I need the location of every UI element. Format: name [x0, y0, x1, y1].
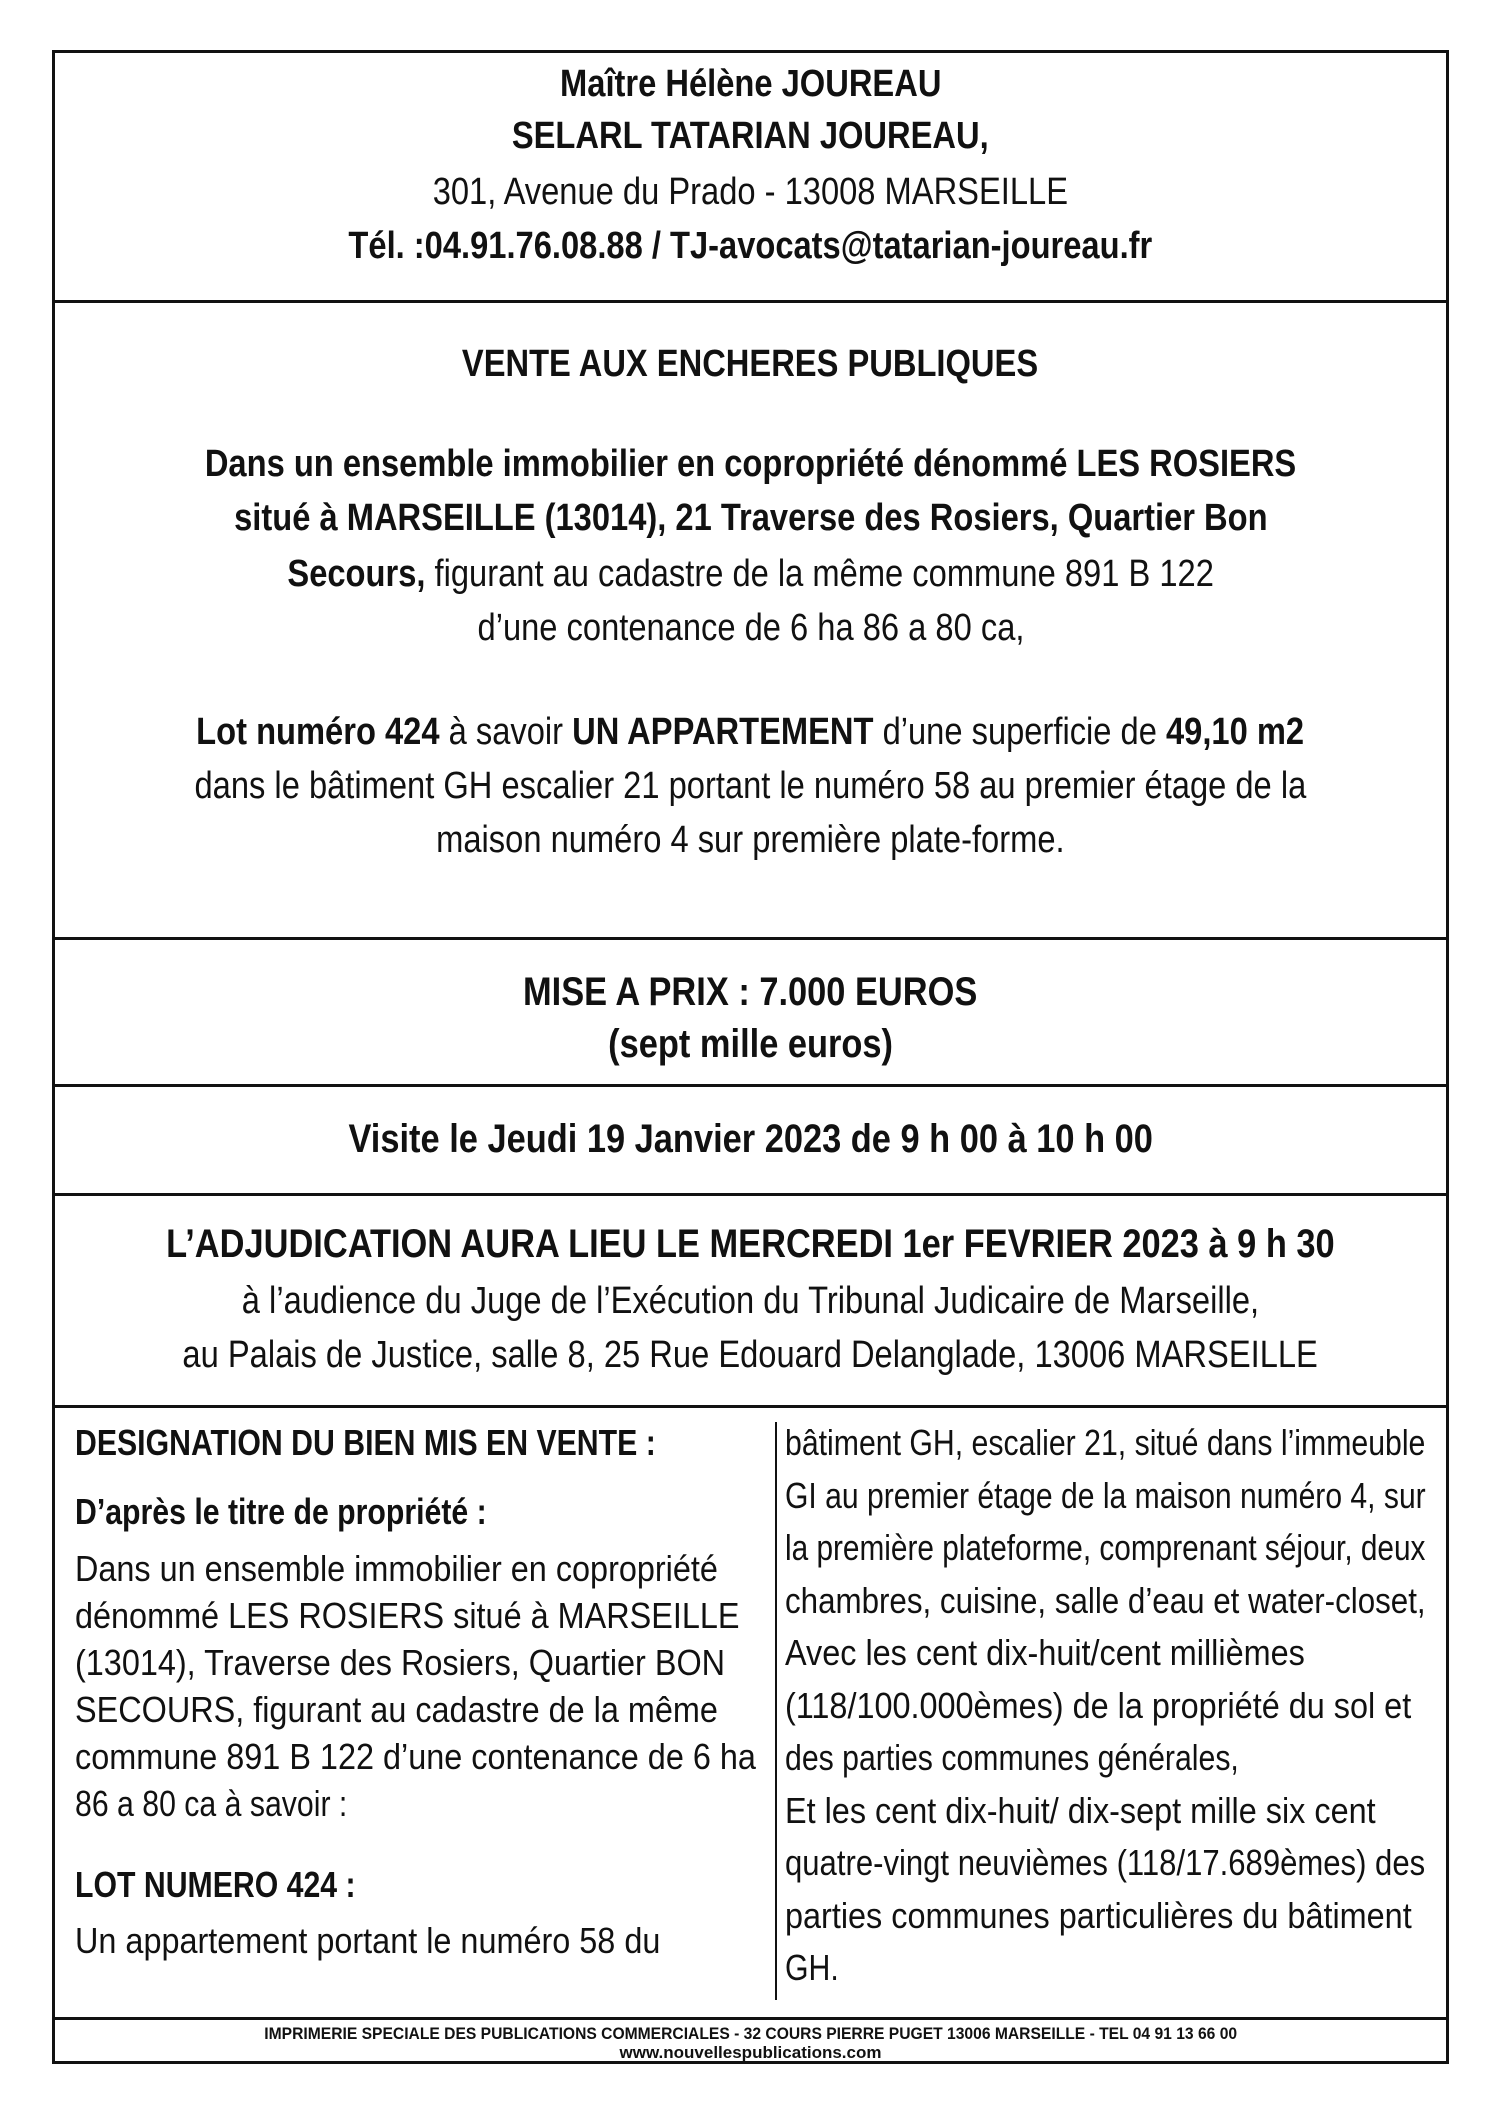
designation-section [55, 1408, 1446, 2020]
lot-number-heading: LOT NUMERO 424 : [75, 1864, 356, 1905]
lawyer-name: Maître Hélène JOUREAU [559, 63, 942, 105]
designation-heading: DESIGNATION DU BIEN MIS EN VENTE : [75, 1422, 656, 1463]
designation-left-column [75, 1408, 765, 2017]
designation-text-line: GI au premier étage de la maison numéro 4, sur [785, 1474, 1426, 1516]
lot-description-line: Un appartement portant le numéro 58 du [75, 1920, 661, 1961]
adjudication-date: L’ADJUDICATION AURA LIEU LE MERCREDI 1er FEVRIER 2023 à 9 h 30 [166, 1222, 1335, 1266]
designation-text-line: Et les cent dix-huit/ dix-sept mille six cent [785, 1789, 1376, 1831]
property-line-1: Dans un ensemble immobilier en copropriété dénommé LES ROSIERS [204, 443, 1297, 485]
designation-text-line: SECOURS, figurant au cadastre de la même [75, 1689, 718, 1730]
designation-text-line: des parties communes générales, [785, 1737, 1239, 1778]
designation-text-line: (118/100.000èmes) de la propriété du sol et [785, 1684, 1412, 1726]
designation-text-line: commune 891 B 122 d’une contenance de 6 ha [75, 1736, 756, 1777]
designation-text-line: chambres, cuisine, salle d’eau et water-closet, [785, 1579, 1426, 1621]
printer-line: IMPRIMERIE SPECIALE DES PUBLICATIONS COMMERCIALES - 32 COURS PIERRE PUGET 13006 MARSEILLE - TEL 04 91 13 66 00 [264, 2024, 1237, 2043]
starting-price: MISE A PRIX : 7.000 EUROS [523, 970, 978, 1014]
lot-line-3: maison numéro 4 sur première plate-forme. [436, 819, 1065, 861]
lot-line-1: Lot numéro 424 à savoir UN APPARTEMENT d’une superficie de 49,10 m2 [196, 711, 1305, 753]
property-line-3: Secours, figurant au cadastre de la même commune 891 B 122 [287, 553, 1214, 595]
designation-text-line: GH. [785, 1947, 839, 1988]
printer-website: www.nouvellespublications.com [619, 2043, 882, 2062]
designation-text-line: la première plateforme, comprenant séjour, deux [785, 1527, 1426, 1568]
designation-text-line: Avec les cent dix-huit/cent millièmes [785, 1632, 1305, 1673]
designation-right-column [785, 1408, 1425, 2017]
column-divider [775, 1422, 777, 2000]
designation-text-line: parties communes particulières du bâtiment [785, 1894, 1412, 1936]
property-line-2: situé à MARSEILLE (13014), 21 Traverse des Rosiers, Quartier Bon [233, 497, 1268, 539]
visit-section [55, 1087, 1446, 1196]
printer-footer [55, 2020, 1446, 2064]
lawyer-header [55, 53, 1446, 303]
price-section [55, 940, 1446, 1087]
property-line-4: d’une contenance de 6 ha 86 a 80 ca, [477, 607, 1024, 649]
designation-text-line: quatre-vingt neuvièmes (118/17.689èmes) des [785, 1842, 1426, 1883]
designation-text-line: Dans un ensemble immobilier en copropriété [75, 1548, 718, 1589]
adjudication-court: à l’audience du Juge de l’Exécution du Tribunal Judicaire de Marseille, [241, 1280, 1260, 1322]
title-deed-heading: D’après le titre de propriété : [75, 1491, 487, 1532]
designation-text-line: dénommé LES ROSIERS situé à MARSEILLE [75, 1595, 740, 1636]
visit-date: Visite le Jeudi 19 Janvier 2023 de 9 h 00 à 10 h 00 [348, 1117, 1153, 1161]
designation-text-line: bâtiment GH, escalier 21, situé dans l’immeuble [785, 1422, 1426, 1463]
legal-notice [52, 50, 1449, 2064]
auction-title: VENTE AUX ENCHERES PUBLIQUES [462, 343, 1039, 385]
auction-section [55, 303, 1446, 940]
starting-price-words: (sept mille euros) [608, 1022, 893, 1066]
firm-address: 301, Avenue du Prado - 13008 MARSEILLE [432, 171, 1069, 213]
lot-line-2: dans le bâtiment GH escalier 21 portant le numéro 58 au premier étage de la [194, 765, 1307, 807]
firm-name: SELARL TATARIAN JOUREAU, [512, 115, 989, 157]
designation-text-line: (13014), Traverse des Rosiers, Quartier BON [75, 1642, 726, 1683]
designation-text-line: 86 a 80 ca à savoir : [75, 1783, 348, 1824]
adjudication-address: au Palais de Justice, salle 8, 25 Rue Edouard Delanglade, 13006 MARSEILLE [182, 1334, 1319, 1376]
adjudication-section [55, 1196, 1446, 1408]
firm-contact: Tél. :04.91.76.08.88 / TJ-avocats@tatarian-joureau.fr [348, 225, 1153, 267]
